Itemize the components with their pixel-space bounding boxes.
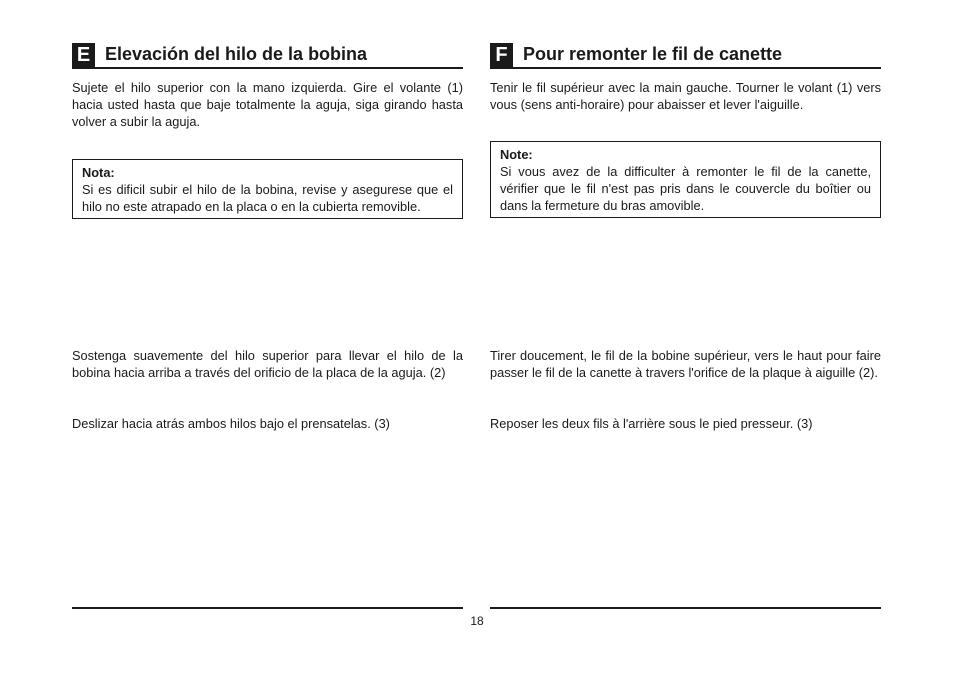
intro-paragraph: Sujete el hilo superior con la mano izquierda. Gire el volante (1) hacia usted hasta que baje totalmente la aguja, siga girando hasta volver a subir la aguja. xyxy=(72,80,463,129)
section-heading-spanish xyxy=(72,42,463,69)
page-number: 18 xyxy=(470,614,484,628)
step-2-paragraph: Sostenga suavemente del hilo superior para llevar el hilo de la bobina hacia arriba a través del orificio de la placa de la aguja. (2) xyxy=(72,348,463,380)
note-text: Si es dificil subir el hilo de la bobina, revise y asegurese que el hilo no este atrapado en la placa o en la cubierta removible. xyxy=(82,182,453,214)
footer-rule-left xyxy=(72,607,463,609)
section-title: Elevación del hilo de la bobina xyxy=(105,44,368,64)
note-title: Nota: xyxy=(82,165,115,180)
note-box xyxy=(490,141,881,218)
note-text: Si vous avez de la difficulter à remonter le fil de la canette, vérifier que le fil n'est pas pris dans le couvercle du boîtier ou dans la fermeture du bras amovible. xyxy=(500,164,871,213)
section-heading-french xyxy=(490,42,881,69)
step-2-paragraph: Tirer doucement, le fil de la bobine supérieur, vers le haut pour faire passer le fil de la canette à travers l'orifice de la plaque à aiguille (2). xyxy=(490,348,881,380)
section-title: Pour remonter le fil de canette xyxy=(523,44,783,64)
note-box xyxy=(72,159,463,219)
footer-rule-right xyxy=(490,607,881,609)
language-badge-f: F xyxy=(490,43,513,68)
language-badge-e: E xyxy=(72,43,95,68)
intro-paragraph: Tenir le fil supérieur avec la main gauche. Tourner le volant (1) vers vous (sens anti-horaire) pour abaisser et lever l'aiguille. xyxy=(490,80,881,112)
note-title: Note: xyxy=(500,147,533,162)
step-3-paragraph: Reposer les deux fils à l'arrière sous le pied presseur. (3) xyxy=(490,416,813,431)
step-3-paragraph: Deslizar hacia atrás ambos hilos bajo el prensatelas. (3) xyxy=(72,416,390,431)
